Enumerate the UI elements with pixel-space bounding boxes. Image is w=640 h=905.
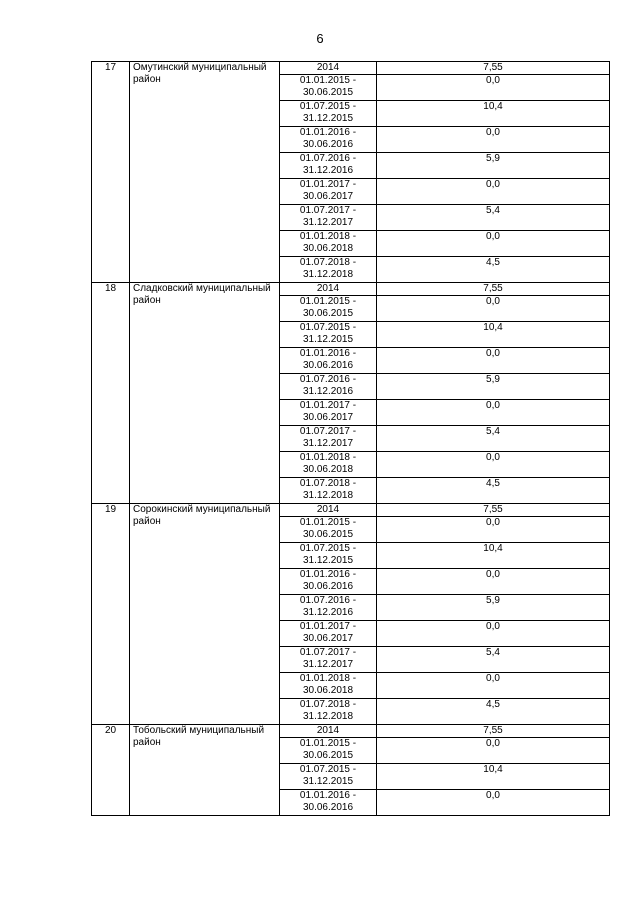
value-cell: 0,0 <box>377 621 610 647</box>
tariff-table-body <box>92 62 610 816</box>
district-name-cell: Омутинский муниципальный район <box>130 62 280 283</box>
value-cell: 10,4 <box>377 543 610 569</box>
value-cell: 4,5 <box>377 478 610 504</box>
row-number-cell: 19 <box>92 504 130 725</box>
value-cell: 4,5 <box>377 699 610 725</box>
value-cell: 0,0 <box>377 738 610 764</box>
value-cell: 0,0 <box>377 75 610 101</box>
period-cell: 01.01.2018 - 30.06.2018 <box>280 231 377 257</box>
value-cell: 0,0 <box>377 296 610 322</box>
period-cell: 01.07.2018 - 31.12.2018 <box>280 478 377 504</box>
period-cell: 01.01.2016 - 30.06.2016 <box>280 127 377 153</box>
period-cell: 01.01.2017 - 30.06.2017 <box>280 400 377 426</box>
period-cell: 01.01.2016 - 30.06.2016 <box>280 348 377 374</box>
period-cell: 01.07.2015 - 31.12.2015 <box>280 101 377 127</box>
period-cell: 01.01.2016 - 30.06.2016 <box>280 790 377 816</box>
period-cell: 2014 <box>280 725 377 738</box>
value-cell: 5,4 <box>377 647 610 673</box>
period-cell: 01.07.2017 - 31.12.2017 <box>280 426 377 452</box>
value-cell: 7,55 <box>377 283 610 296</box>
period-cell: 01.07.2018 - 31.12.2018 <box>280 699 377 725</box>
value-cell: 0,0 <box>377 517 610 543</box>
period-cell: 2014 <box>280 62 377 75</box>
district-name-cell: Сорокинский муниципальный район <box>130 504 280 725</box>
row-number-cell: 20 <box>92 725 130 816</box>
value-cell: 0,0 <box>377 348 610 374</box>
table-row <box>92 62 610 75</box>
value-cell: 10,4 <box>377 322 610 348</box>
period-cell: 01.07.2017 - 31.12.2017 <box>280 205 377 231</box>
period-cell: 01.07.2016 - 31.12.2016 <box>280 153 377 179</box>
period-cell: 01.01.2015 - 30.06.2015 <box>280 517 377 543</box>
period-cell: 01.01.2017 - 30.06.2017 <box>280 621 377 647</box>
period-cell: 01.01.2018 - 30.06.2018 <box>280 452 377 478</box>
value-cell: 5,9 <box>377 374 610 400</box>
value-cell: 7,55 <box>377 725 610 738</box>
period-cell: 01.01.2015 - 30.06.2015 <box>280 75 377 101</box>
value-cell: 0,0 <box>377 569 610 595</box>
period-cell: 01.01.2016 - 30.06.2016 <box>280 569 377 595</box>
period-cell: 01.01.2018 - 30.06.2018 <box>280 673 377 699</box>
value-cell: 5,4 <box>377 426 610 452</box>
value-cell: 0,0 <box>377 127 610 153</box>
period-cell: 01.01.2015 - 30.06.2015 <box>280 296 377 322</box>
value-cell: 0,0 <box>377 452 610 478</box>
value-cell: 5,9 <box>377 595 610 621</box>
value-cell: 4,5 <box>377 257 610 283</box>
page-number: 6 <box>316 31 324 46</box>
period-cell: 01.07.2016 - 31.12.2016 <box>280 595 377 621</box>
period-cell: 01.07.2015 - 31.12.2015 <box>280 543 377 569</box>
district-name-cell: Сладковский муниципальный район <box>130 283 280 504</box>
table-row <box>92 725 610 738</box>
period-cell: 01.07.2015 - 31.12.2015 <box>280 322 377 348</box>
district-name-cell: Тобольский муниципальный район <box>130 725 280 816</box>
table-row <box>92 283 610 296</box>
period-cell: 01.07.2017 - 31.12.2017 <box>280 647 377 673</box>
period-cell: 01.07.2016 - 31.12.2016 <box>280 374 377 400</box>
value-cell: 0,0 <box>377 790 610 816</box>
period-cell: 01.01.2017 - 30.06.2017 <box>280 179 377 205</box>
value-cell: 5,9 <box>377 153 610 179</box>
value-cell: 5,4 <box>377 205 610 231</box>
value-cell: 7,55 <box>377 62 610 75</box>
value-cell: 10,4 <box>377 764 610 790</box>
value-cell: 7,55 <box>377 504 610 517</box>
row-number-cell: 18 <box>92 283 130 504</box>
tariff-table <box>91 61 610 816</box>
row-number-cell: 17 <box>92 62 130 283</box>
period-cell: 2014 <box>280 283 377 296</box>
value-cell: 0,0 <box>377 231 610 257</box>
period-cell: 01.01.2015 - 30.06.2015 <box>280 738 377 764</box>
table-row <box>92 504 610 517</box>
value-cell: 0,0 <box>377 179 610 205</box>
period-cell: 01.07.2018 - 31.12.2018 <box>280 257 377 283</box>
value-cell: 10,4 <box>377 101 610 127</box>
period-cell: 2014 <box>280 504 377 517</box>
value-cell: 0,0 <box>377 400 610 426</box>
value-cell: 0,0 <box>377 673 610 699</box>
period-cell: 01.07.2015 - 31.12.2015 <box>280 764 377 790</box>
